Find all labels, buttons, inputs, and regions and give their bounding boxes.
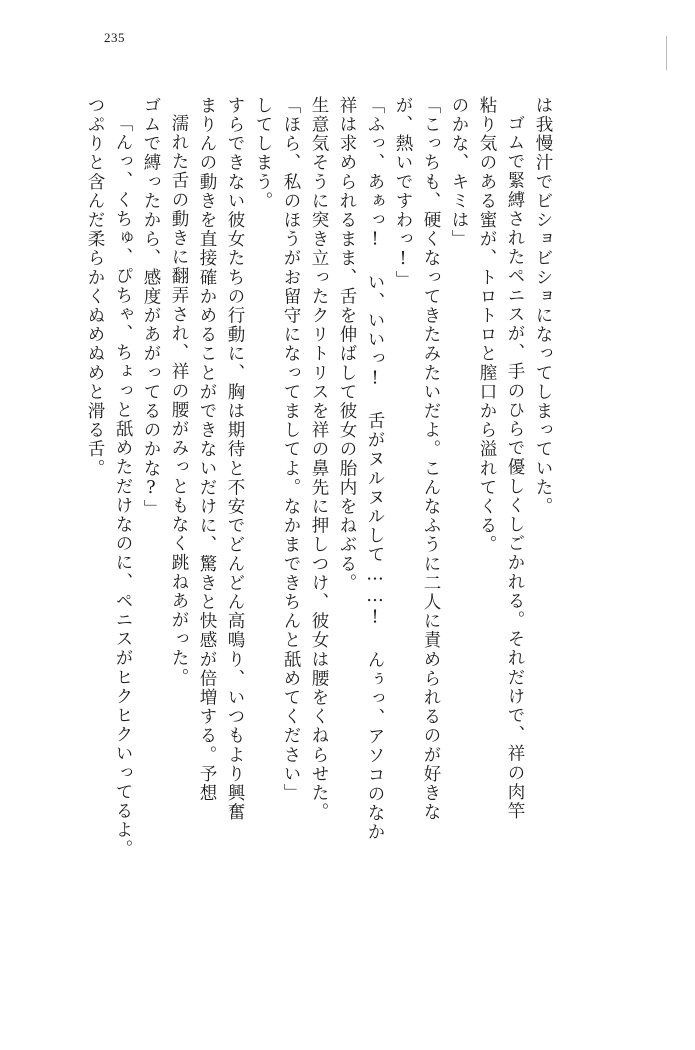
text-column: 「んっ、くちゅ、ぴちゃ、ちょっと舐めただけなのに、ペニスがヒクヒクいってるよ。 <box>113 114 133 859</box>
text-column: つぷりと含んだ柔らかくぬめぬめと滑る舌。 <box>85 96 105 478</box>
text-column: 「ほら、私のほうがお留守になってましてよ。なかまできちんと舐めてください」 <box>281 96 301 803</box>
text-column: 「ふっ、あぁっ! い、いいっ! 舌がヌルヌルして……! んぅっ、アソコのなか <box>365 96 385 842</box>
text-column: まりんの動きを直接確かめることができないだけに、驚きと快感が倍増する。予想 <box>197 96 217 803</box>
text-column: ゴムで緊縛されたペニスが、手のひらで優しくしごかれる。それだけで、祥の肉竿 <box>505 114 525 821</box>
text-column: が、熱いですわっ!」 <box>393 96 413 290</box>
text-column: 生意気そうに突き立ったクリトリスを祥の鼻先に押しつけ、彼女は腰をくねらせた。 <box>309 96 329 822</box>
text-column: 祥は求められるまま、舌を伸ばして彼女の胎内をねぶる。 <box>337 96 357 593</box>
vertical-text-block <box>75 96 635 976</box>
text-column: は我慢汁でビショビショになってしまっていた。 <box>533 96 553 517</box>
text-column: 「こっちも、硬くなってきたみたいだよ。こんなふうに二人に責められるのが好きな <box>421 96 441 822</box>
trim-mark <box>666 36 667 70</box>
page-number: 235 <box>104 30 125 45</box>
text-column: すらできない彼女たちの行動に、胸は期待と不安でどんどん高鳴り、いつもより興奮 <box>225 96 245 822</box>
text-column: 濡れた舌の動きに翻弄され、祥の腰がみっともなく跳ねあがった。 <box>169 114 189 687</box>
text-column: してしまう。 <box>253 96 273 211</box>
text-column: 粘り気のある蜜が、トロトロと膣口から溢れてくる。 <box>477 96 497 555</box>
text-column: のかな、キミは」 <box>449 96 469 249</box>
text-column: ゴムで縛ったから、感度があがってるのかな?」 <box>141 96 161 519</box>
